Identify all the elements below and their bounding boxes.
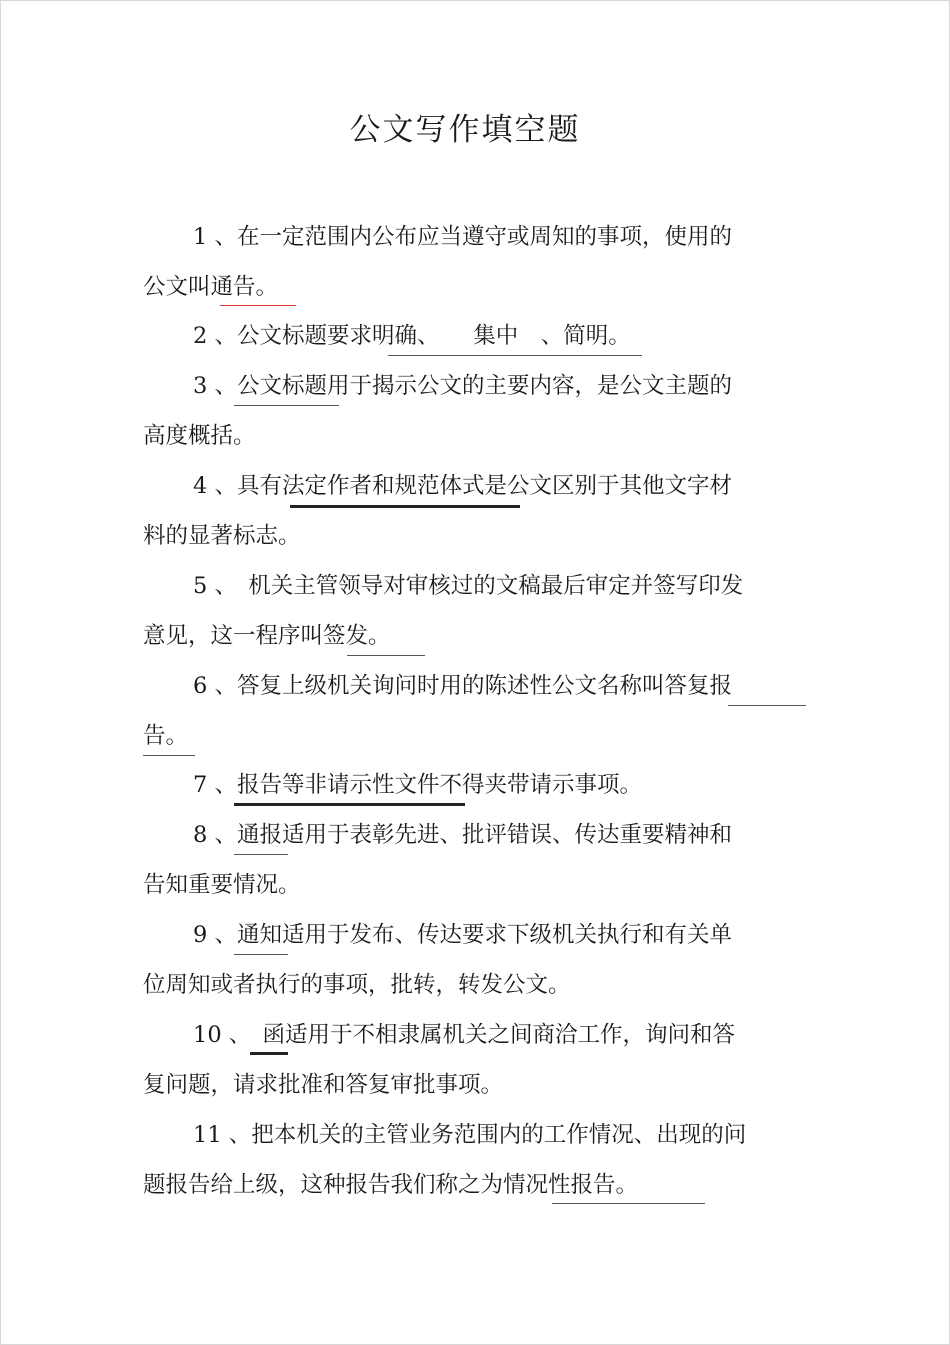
question-3-line-1: 3 、公文标题用于揭示公文的主要内容，是公文主题的 [193,373,732,399]
answer-underline-10 [250,1052,288,1055]
question-11-line-2: 题报告给上级，这种报告我们称之为情况性报告。 [143,1172,639,1198]
question-8-line-2: 告知重要情况。 [143,872,301,898]
question-11-line-1: 11 、把本机关的主管业务范围内的工作情况、出现的问 [193,1122,747,1148]
question-10-line-1: 10 、 函适用于不相隶属机关之间商洽工作，询问和答 [193,1022,736,1048]
question-1-line-1: 1 、在一定范围内公布应当遵守或周知的事项，使用的 [193,224,732,250]
question-1-line-2: 公文叫通告。 [143,274,279,300]
answer-underline-4 [290,505,520,508]
question-9-line-2: 位周知或者执行的事项，批转，转发公文。 [143,972,571,998]
answer-underline-3 [234,405,339,406]
answer-underline-11 [552,1203,705,1204]
answer-underline-6a [728,705,806,706]
answer-underline-7 [234,803,465,806]
answer-underline-8 [234,854,288,855]
question-3-line-2: 高度概括。 [143,423,256,449]
answer-underline-2 [388,355,642,356]
page-title: 公文写作填空题 [349,112,581,148]
question-2-line-1: 2 、公文标题要求明确、 集中 、简明。 [193,323,631,349]
question-9-line-1: 9 、通知适用于发布、传达要求下级机关执行和有关单 [193,922,732,948]
answer-underline-1 [220,305,296,306]
question-6-line-1: 6 、答复上级机关询问时用的陈述性公文名称叫答复报 [193,673,732,699]
question-4-line-1: 4 、具有法定作者和规范体式是公文区别于其他文字材 [193,473,732,499]
question-4-line-2: 料的显著标志。 [143,523,301,549]
answer-underline-9 [234,954,288,955]
question-10-line-2: 复问题，请求批准和答复审批事项。 [143,1072,504,1098]
question-6-line-2: 告。 [143,723,189,749]
question-5-line-1: 5 、 机关主管领导对审核过的文稿最后审定并签写印发 [193,573,744,599]
question-8-line-1: 8 、通报适用于表彰先进、批评错误、传达重要精神和 [193,822,732,848]
answer-underline-6b [143,755,195,756]
question-5-line-2: 意见，这一程序叫签发。 [143,623,391,649]
answer-underline-5 [347,655,425,656]
question-7-line-1: 7 、报告等非请示性文件不得夹带请示事项。 [193,772,642,798]
